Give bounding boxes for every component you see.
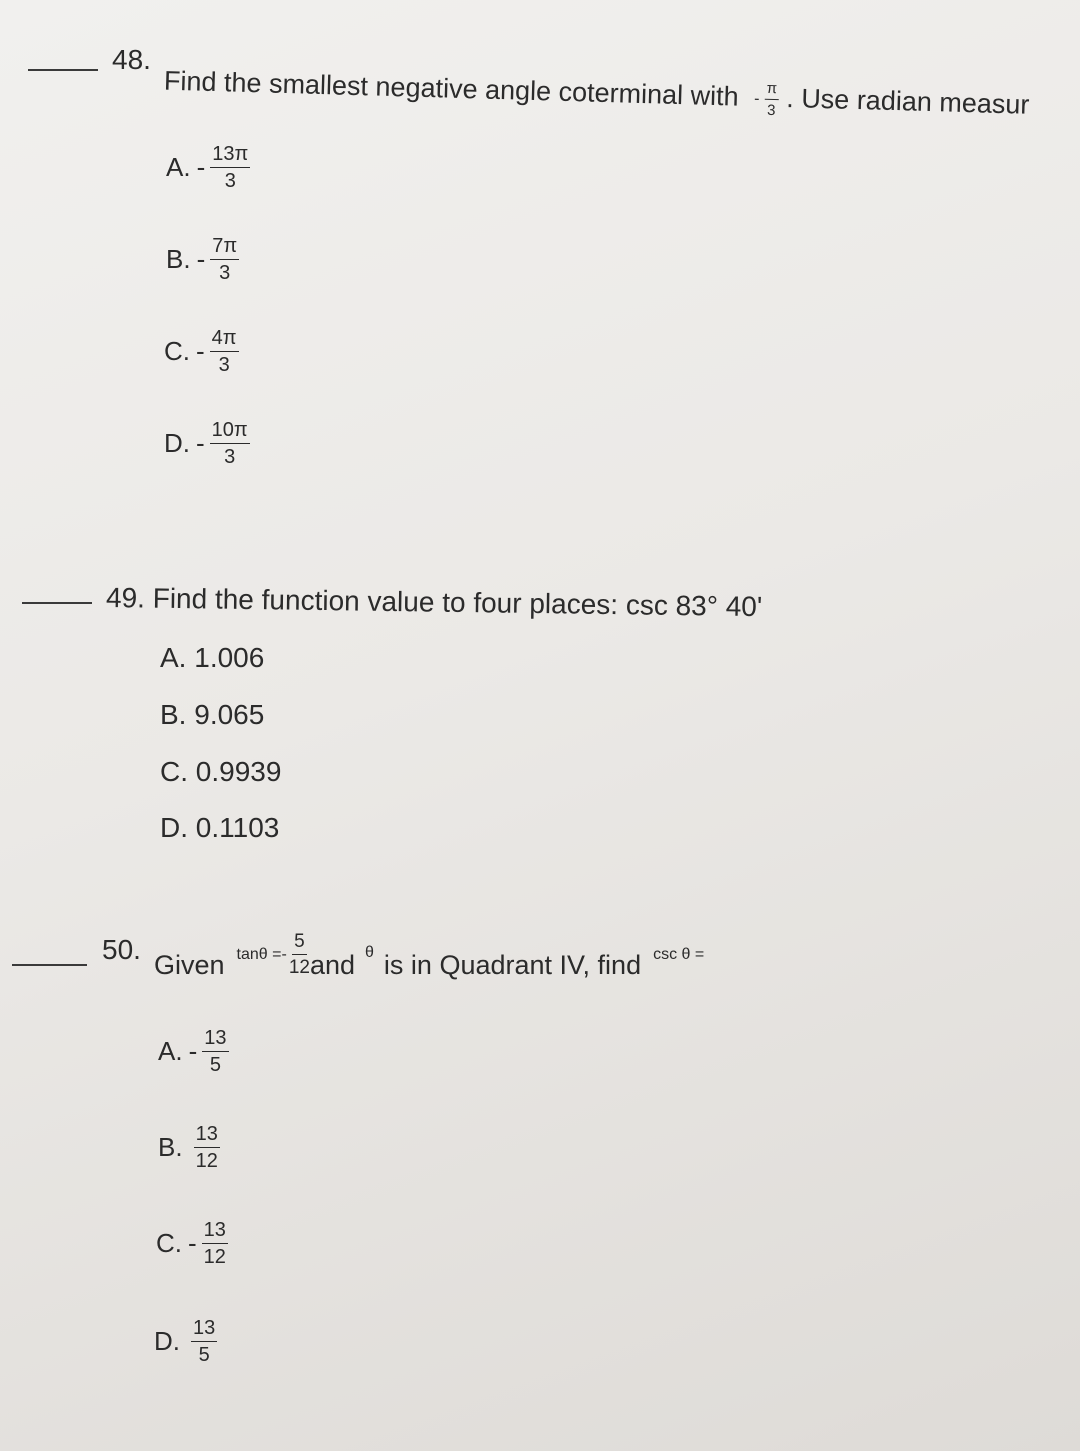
fraction-denominator: 5 [209,1054,221,1076]
question-text-50 [154,928,704,981]
option-fraction [210,420,250,467]
fraction-denominator: 5 [198,1344,210,1366]
find-expression: csc θ = [653,945,705,963]
option-value: 9.065 [194,699,265,730]
option-48-b[interactable] [166,236,239,283]
answer-blank-48[interactable] [28,69,98,71]
option-fraction [210,236,239,283]
fraction-denominator: 12 [195,1150,218,1172]
quadrant-text: is in Quadrant IV, find [383,950,642,980]
option-sign: - [196,244,206,274]
option-50-d[interactable] [154,1318,217,1365]
fraction-denominator: 3 [224,446,236,468]
fraction-numerator: 4π [210,328,239,352]
fraction-denominator: 3 [219,262,231,284]
question-number: 48. [112,44,151,75]
option-fraction [191,1318,217,1365]
fraction-denominator: 12 [288,957,310,978]
option-fraction [210,144,250,191]
option-sign: - [196,428,205,458]
option-letter: D. [164,428,190,458]
fraction-numerator: 13 [202,1220,228,1244]
option-letter: B. [160,699,187,730]
tan-fraction [289,932,310,977]
option-letter: A. [160,642,187,673]
tan-expression: tanθ =- [236,945,287,963]
fraction-numerator: 7π [210,236,239,260]
option-letter: C. [160,756,188,787]
fraction-numerator: 13 [194,1124,220,1148]
option-value: 0.1103 [195,812,280,843]
given-label: Given [154,950,225,980]
option-sign: - [196,152,206,182]
option-letter: C. [164,336,190,366]
option-50-b[interactable] [158,1124,220,1171]
option-49-c[interactable] [160,756,281,788]
option-fraction [210,328,239,375]
option-fraction [202,1220,228,1267]
fraction-numerator: 13π [210,144,250,168]
option-letter: D. [154,1326,180,1356]
option-50-c[interactable] [156,1220,228,1267]
answer-blank-50[interactable] [12,964,87,966]
option-sign: - [188,1036,198,1066]
option-sign: - [188,1228,197,1258]
option-value: 1.006 [194,642,265,673]
fraction-denominator: 3 [766,101,776,120]
fraction-sign: - [753,89,760,108]
option-48-c[interactable] [164,328,239,375]
option-letter: A. [166,152,191,182]
answer-blank-49[interactable] [22,602,92,604]
question-text-48 [163,64,1029,125]
fraction-numerator: 13 [191,1318,217,1342]
option-letter: B. [166,244,191,274]
option-48-d[interactable] [164,420,250,467]
option-letter: D. [160,812,188,843]
option-sign: - [196,336,205,366]
fraction-denominator: 3 [218,354,230,376]
option-50-a[interactable] [158,1028,229,1075]
question-text-49 [106,582,763,623]
fraction-denominator: 12 [203,1246,226,1268]
theta-symbol: θ [365,943,374,961]
option-48-a[interactable] [166,144,250,191]
option-letter: A. [158,1036,183,1066]
option-fraction [202,1028,228,1075]
question-number: 50. [102,934,141,965]
option-letter: B. [158,1132,183,1162]
fraction-denominator: 3 [224,170,236,192]
question-number: 49. [105,582,146,614]
question-text: Find the smallest negative angle coterminal with [163,65,740,112]
fraction-numerator: 10π [210,420,250,444]
inline-fraction [764,81,779,118]
fraction-numerator: 13 [202,1028,228,1052]
option-value: 0.9939 [195,756,282,787]
option-49-a[interactable] [160,642,264,674]
fraction-numerator: π [764,81,779,100]
fraction-numerator: 5 [292,932,307,955]
and-label: and [309,950,356,980]
option-fraction [194,1124,220,1171]
option-49-b[interactable] [160,699,264,731]
option-49-d[interactable] [160,812,279,844]
option-letter: C. [156,1228,182,1258]
question-text-tail: . Use radian measur [785,83,1030,120]
question-text: Find the function value to four places: csc 83° 40' [152,582,763,623]
